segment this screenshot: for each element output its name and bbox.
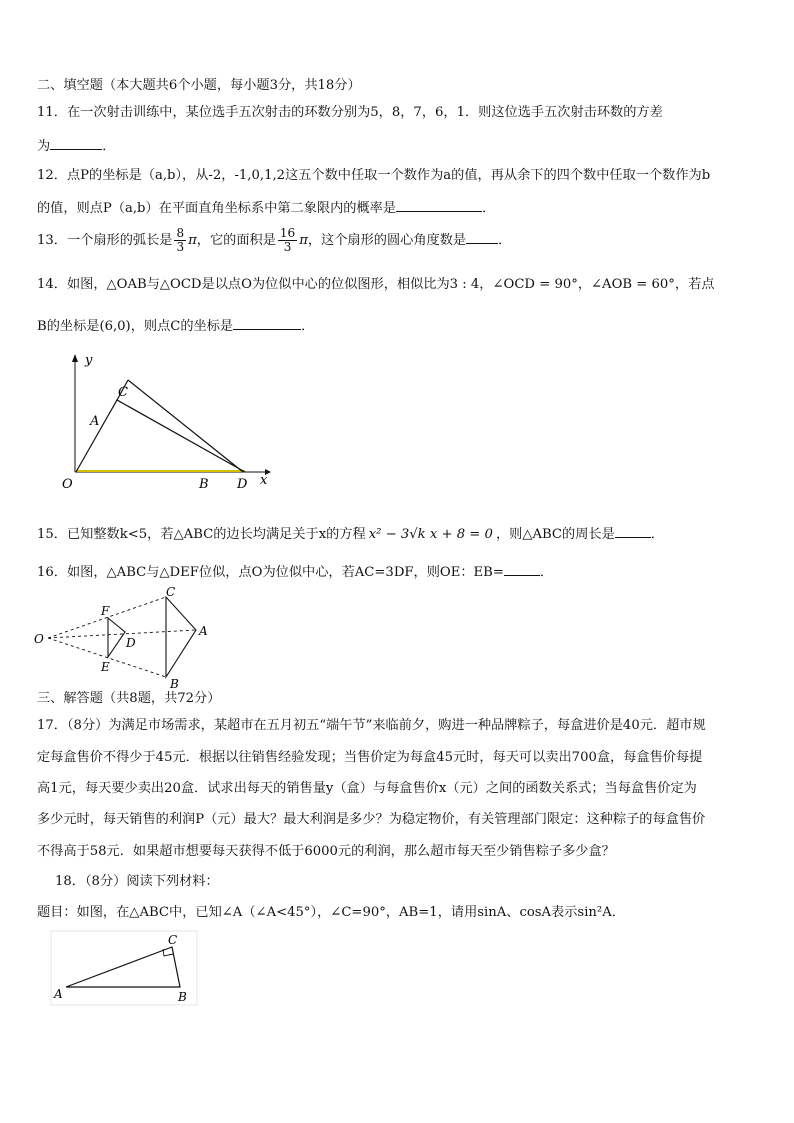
q11-suffix: ． <box>102 139 116 154</box>
q16-label-o: O <box>34 632 44 646</box>
q11-line-1: 11．在一次射击训练中，某位选手五次射击的环数分别为5，8，7，6，1．则这位选手五次射击环数的方差 <box>37 105 663 120</box>
q15-answer-blank <box>615 524 651 538</box>
q16-label-b: B <box>170 677 179 690</box>
q13-line <box>37 226 511 256</box>
q14-label-d: D <box>237 477 248 492</box>
q18-label-c: C <box>168 933 178 947</box>
q16-label-d: D <box>126 636 136 650</box>
q13-text-4: ． <box>498 233 512 248</box>
q16-label-c: C <box>166 585 176 599</box>
q17-line-2: 定每盒售价不得少于45元．根据以往销售经验发现；当售价定为每盒45元时，每天可以卖出700盒，每盒售价每提 <box>37 750 703 765</box>
q15-line <box>37 524 664 544</box>
q14-segment-cd <box>128 380 243 472</box>
q12-line-1: 12．点P的坐标是（a,b），从-2，-1,0,1,2这五个数中任取一个数作为a的值，再从余下的四个数中任取一个数作为b <box>37 168 711 183</box>
q16-answer-blank <box>504 562 540 576</box>
q18-line-2: 题目：如图，在△ABC中，已知∠A（∠A<45°），∠C=90°，AB=1，请用sinA、cosA表示sin²A． <box>37 905 625 920</box>
q12-line-2 <box>37 198 495 218</box>
q14-answer-blank <box>233 316 301 330</box>
q14-label-a: A <box>90 414 100 429</box>
q14-triangle-oab <box>76 400 245 472</box>
section-3-header: 三、解答题（共8题，共72分） <box>37 691 221 706</box>
q12-prefix: 的值，则点P（a,b）在平面直角坐标系中第二象限内的概率是 <box>37 201 397 216</box>
q15-text-1: 15．已知整数k<5，若△ABC的边长均满足关于x的方程 <box>37 527 366 542</box>
q16-label-e: E <box>101 660 110 674</box>
q14-label-x: x <box>260 473 268 488</box>
q15-equation: x² − 3√k x + 8 = 0 <box>368 527 493 542</box>
q17-line-3: 高1元，每天要少卖出20盒．试求出每天的销售量y（盒）与每盒售价x（元）之间的函数关系式；当每盒售价定为 <box>37 781 697 796</box>
q18-label-b: B <box>178 990 187 1004</box>
q17-line-5: 不得高于58元．如果超市想要每天获得不低于6000元的利润，那么超市每天至少销售粽子多少盒？ <box>37 844 615 859</box>
q18-label-a: A <box>54 987 63 1001</box>
section-2-header: 二、填空题（本大题共6个小题，每小题3分，共18分） <box>37 78 361 93</box>
q13-fraction-2-num: 16 <box>279 226 296 240</box>
q14-prefix: B的坐标是(6,0)，则点C的坐标是 <box>37 319 234 334</box>
q13-pi-1: π <box>188 233 197 248</box>
q13-fraction-2-den: 3 <box>283 240 292 254</box>
q16-label-f: F <box>101 604 110 618</box>
q15-text-2: ，则△ABC的周长是 <box>495 527 615 542</box>
q11-answer-blank <box>50 136 102 150</box>
q13-fraction-1-num: 8 <box>176 226 185 240</box>
q14-line-1: 14．如图，△OAB与△OCD是以点O为位似中心的位似图形，相似比为3 : 4，∠OCD = 90°，∠AOB = 60°，若点 <box>37 277 715 292</box>
q14-label-y: y <box>85 353 93 368</box>
q16-label-a: A <box>199 624 208 638</box>
q17-line-1: 17．（8分）为满足市场需求，某超市在五月初五“端午节”来临前夕，购进一种品牌粽子，每盒进价是40元．超市规 <box>37 718 706 733</box>
q14-label-c: C <box>118 385 128 400</box>
q14-label-o: O <box>62 477 73 492</box>
q12-answer-blank <box>396 198 482 212</box>
q13-text-3: ，这个扇形的圆心角度数是 <box>307 233 467 248</box>
q12-suffix: ． <box>482 201 496 216</box>
q13-answer-blank <box>466 230 498 244</box>
q14-y-axis-arrow-icon <box>72 354 78 362</box>
q16-triangle-def <box>108 618 125 657</box>
q13-pi-2: π <box>299 233 308 248</box>
q13-fraction-1-den: 3 <box>176 240 185 254</box>
q13-text-2: ，它的面积是 <box>196 233 276 248</box>
q14-suffix: ． <box>301 319 315 334</box>
q15-text-3: ． <box>650 527 664 542</box>
q11-line-2 <box>37 136 115 156</box>
q13-text-1: 13．一个扇形的弧长是 <box>37 233 173 248</box>
q17-line-4: 多少元时，每天销售的利润P（元）最大？最大利润是多少？为稳定物价，有关管理部门限定：这种粽子的每盒售价 <box>37 812 706 827</box>
q18-figure <box>50 930 200 1008</box>
q16-prefix: 16．如图，△ABC与△DEF位似，点O为位似中心，若AC=3DF，则OE：EB= <box>37 565 504 580</box>
q14-label-b: B <box>199 477 209 492</box>
q16-figure <box>30 585 220 690</box>
q18-triangle-abc <box>66 947 180 987</box>
q13-fraction-2 <box>278 227 297 254</box>
q13-fraction-1 <box>174 227 186 254</box>
q16-line <box>37 562 553 582</box>
q16-suffix: ． <box>539 565 554 580</box>
q11-prefix: 为 <box>37 139 51 154</box>
q18-line-1: 18．（8分）阅读下列材料： <box>55 874 219 889</box>
q14-figure <box>40 352 280 492</box>
q14-line-2 <box>37 316 314 336</box>
q16-triangle-abc <box>166 597 196 677</box>
